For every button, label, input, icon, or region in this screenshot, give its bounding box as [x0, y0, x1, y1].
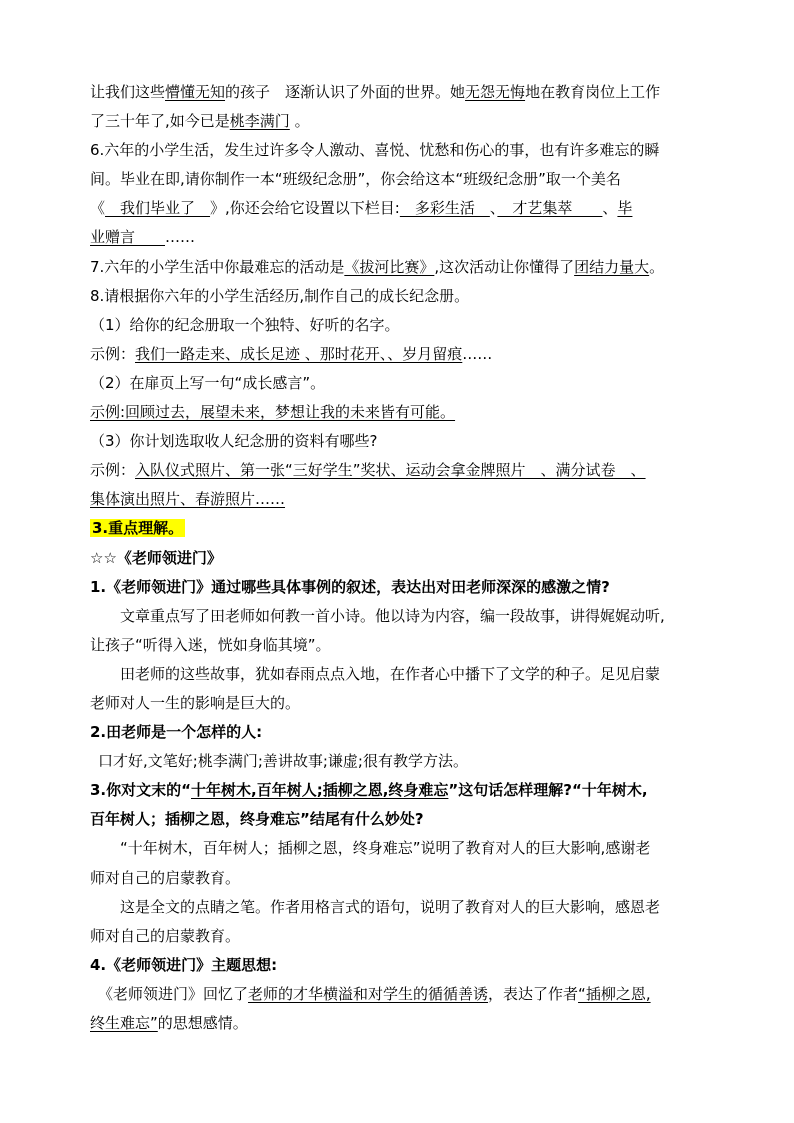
text-segment: （1）给你的纪念册取一个独特、好听的名字。 — [90, 315, 400, 334]
text-segment: ,这次活动让你懂得了 — [434, 257, 575, 276]
text-line — [90, 747, 706, 776]
text-line — [90, 660, 706, 689]
text-segment: 让我们这些 — [90, 83, 166, 101]
text-segment: 7.六年的小学生活中你最难忘的活动是 — [90, 257, 345, 276]
text-segment: 师对自己的启蒙教育。 — [90, 926, 241, 945]
text-line — [90, 427, 706, 456]
text-segment: “十年树木，百年树人；插柳之恩，终身难忘”说明了教育对人的巨大影响,感谢老 — [120, 839, 651, 858]
underlined-answer: 集体演出照片、春游照片…… — [90, 490, 286, 509]
text-line — [90, 922, 706, 951]
text-segment: ☆☆《老师领进门》 — [90, 548, 222, 567]
text-line — [90, 194, 706, 223]
text-segment: 示例： — [90, 461, 136, 480]
text-line — [90, 107, 706, 136]
underlined-answer: 懵懂无知 — [165, 83, 226, 101]
text-line — [90, 136, 706, 165]
underlined-answer: 示例:回顾过去，展望未来，梦想让我的未来皆有可能。 — [90, 403, 456, 422]
text-line — [90, 864, 706, 893]
text-segment: 8.请根据你六年的小学生活经历,制作自己的成长纪念册。 — [90, 286, 470, 305]
underlined-answer: 《拔河比赛》 — [344, 257, 435, 276]
underlined-answer: 业赠言 — [90, 228, 166, 247]
text-line — [90, 253, 706, 282]
text-line — [90, 369, 706, 398]
text-line — [90, 78, 706, 107]
text-segment: 这是全文的点睛之笔。作者用格言式的语句，说明了教育对人的巨大影响，感恩老 — [120, 897, 661, 916]
text-segment: 的思想感情。 — [157, 1014, 248, 1032]
text-line — [90, 398, 706, 427]
text-line — [90, 456, 706, 485]
text-segment: 了三十年了,如今已是 — [90, 112, 230, 131]
underlined-answer: 入队仪式照片、第一张“三好学生”奖状、运动会拿金牌照片 、满分试卷 、 — [135, 461, 646, 480]
text-segment: 《老师领进门》回忆了 — [98, 984, 249, 1003]
underlined-answer: 团结力量大 — [574, 257, 650, 276]
text-line — [90, 311, 706, 340]
text-segment: 、 — [489, 199, 498, 218]
text-segment: 让孩子“听得入迷，恍如身临其境”。 — [90, 635, 331, 654]
text-segment: 4.《老师领进门》主题思想: — [90, 955, 278, 974]
text-line — [90, 340, 706, 369]
text-line — [90, 602, 706, 631]
text-line — [90, 893, 706, 922]
text-line — [90, 223, 706, 252]
text-segment: 文章重点写了田老师如何教一首小诗。他以诗为内容，编一段故事，讲得娓娓动听, — [120, 606, 665, 625]
text-line — [90, 1009, 706, 1038]
text-line — [90, 834, 706, 863]
underlined-answer: 十年树木,百年树人;插柳之恩,终身难忘 — [191, 781, 449, 800]
text-line — [90, 776, 706, 805]
underlined-answer: 多彩生活 — [399, 199, 490, 218]
text-segment: 百年树人；插柳之恩，终身难忘”结尾有什么妙处? — [90, 810, 424, 829]
text-line — [90, 165, 706, 194]
text-segment: 的孩子 逐渐认识了外面的世界。她 — [225, 83, 466, 101]
text-line — [90, 631, 706, 660]
text-line — [90, 282, 706, 311]
text-segment: 1.《老师领进门》通过哪些具体事例的叙述，表达出对田老师深深的感激之情? — [90, 577, 610, 596]
underlined-answer: 才艺集萃 — [497, 199, 603, 218]
underlined-answer: 毕 — [617, 199, 633, 218]
text-segment: （2）在扉页上写一句“成长感言”。 — [90, 373, 326, 392]
underlined-answer: 终生难忘” — [90, 1014, 158, 1032]
underlined-answer: “插柳之恩, — [578, 984, 651, 1003]
text-segment: 6.六年的小学生活，发生过许多令人激动、喜悦、忧愁和伤心的事，也有许多难忘的瞬 — [90, 141, 660, 160]
section-heading: 3.重点理解。 — [92, 519, 184, 538]
text-segment: 地在教育岗位上工作 — [525, 83, 661, 101]
text-segment: （3）你计划选取收人纪念册的资料有哪些? — [90, 432, 378, 451]
text-line — [90, 485, 706, 514]
text-segment: …… — [462, 344, 493, 363]
underlined-answer: 老师的才华横溢和对学生的循循善诱 — [248, 984, 489, 1003]
text-line — [90, 951, 706, 980]
text-line — [90, 514, 706, 543]
text-line — [90, 573, 706, 602]
text-segment: 、 — [602, 199, 618, 218]
document-page — [90, 78, 706, 1038]
text-line — [90, 718, 706, 747]
text-segment: 《 — [90, 199, 106, 218]
text-segment: ，表达了作者 — [488, 984, 579, 1003]
text-segment: 田老师的这些故事，犹如春雨点点入地，在作者心中播下了文学的种子。足见启蒙 — [120, 664, 661, 683]
underlined-answer: 我们一路走来、成长足迹 、那时花开、、岁月留痕 — [135, 344, 463, 363]
text-line — [90, 805, 706, 834]
text-segment: 老师对人一生的影响是巨大的。 — [90, 693, 301, 712]
text-segment: 口才好,文笔好;桃李满门;善讲故事;谦虚;很有教学方法。 — [98, 752, 468, 771]
text-line — [90, 689, 706, 718]
text-segment: 师对自己的启蒙教育。 — [90, 868, 241, 887]
text-segment: 。 — [289, 112, 310, 131]
text-segment: ”这句话怎样理解?“十年树木, — [448, 781, 648, 800]
text-segment: 。 — [649, 257, 665, 276]
text-segment: 示例： — [90, 344, 136, 363]
underlined-answer: 无怨无悔 — [465, 83, 526, 101]
text-segment: 2.田老师是一个怎样的人: — [90, 723, 263, 742]
text-segment: 间。毕业在即,请你制作一本“班级纪念册”，你会给这本“班级纪念册”取一个美名 — [90, 170, 621, 189]
text-segment: 》,你还会给它设置以下栏目: — [210, 199, 400, 218]
text-segment: 3.你对文末的“ — [90, 781, 191, 800]
underlined-answer: 桃李满门 — [229, 112, 290, 131]
text-segment: …… — [165, 228, 196, 247]
underlined-answer: 我们毕业了 — [105, 199, 211, 218]
text-line — [90, 980, 706, 1009]
text-line — [90, 544, 706, 573]
